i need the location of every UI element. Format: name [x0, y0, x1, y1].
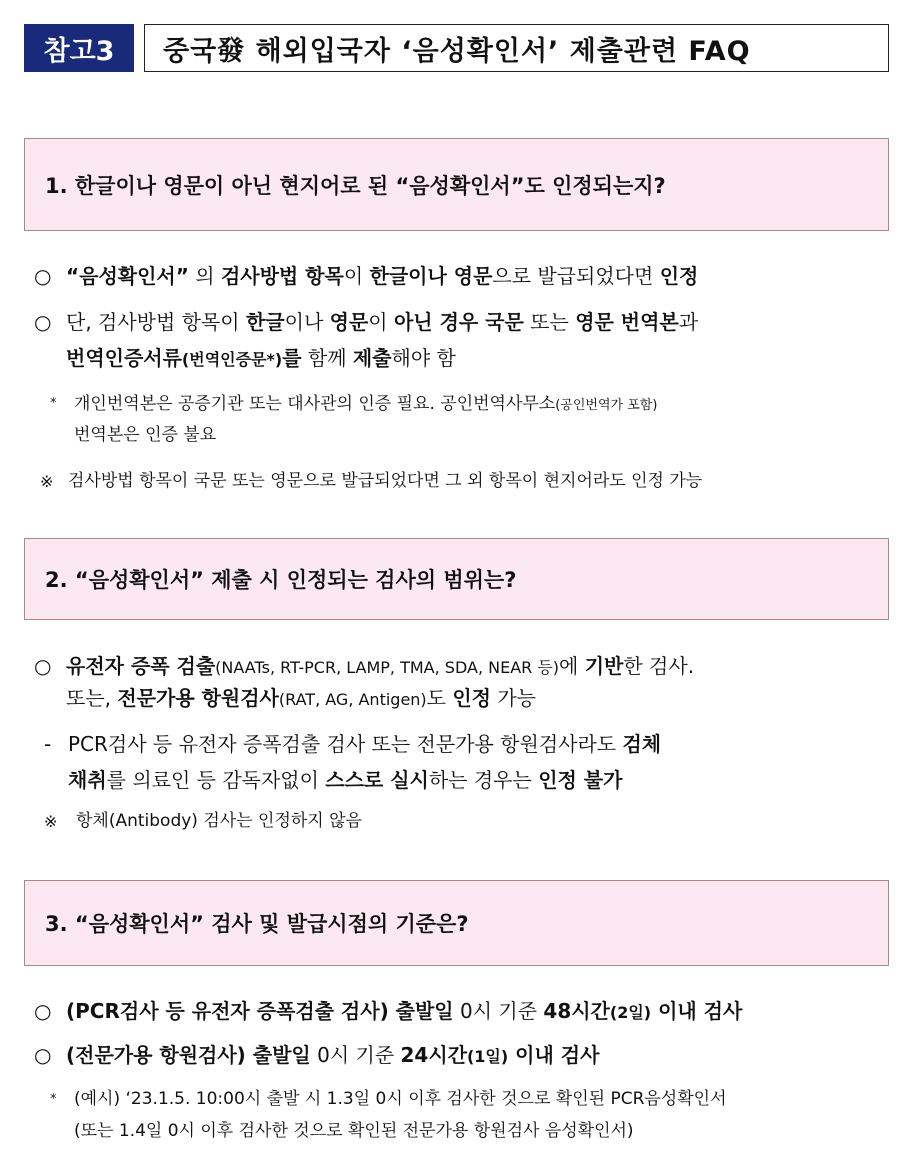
page-header [24, 24, 889, 72]
question-1-box: 1. 한글이나 영문이 아닌 현지어로 된 “음성확인서”도 인정되는지? [24, 138, 889, 231]
q3-bullet-2: ○ (전문가용 항원검사) 출발일 0시 기준 24시간(1일) 이내 검사 [34, 1037, 895, 1075]
q3-bullet-1: ○ (PCR검사 등 유전자 증폭검출 검사) 출발일 0시 기준 48시간(2일) 이내 검사 [34, 993, 895, 1031]
question-2-box: 2. “음성확인서” 제출 시 인정되는 검사의 범위는? [24, 538, 889, 620]
q1-note-2: ※ 검사방법 항목이 국문 또는 영문으로 발급되었다면 그 외 항목이 현지어라도 인정 가능 [40, 471, 703, 491]
q3-note-1-cont: (또는 1.4일 0시 이후 검사한 것으로 확인된 전문가용 항원검사 음성확인서) [74, 1121, 634, 1141]
q2-bullet-1-cont: 또는, 전문가용 항원검사(RAT, AG, Antigen)도 인정 가능 [66, 686, 536, 710]
q3-note-1: * (예시) ‘23.1.5. 10:00시 출발 시 1.3일 0시 이후 검사한 것으로 확인된 PCR음성확인서 [50, 1089, 727, 1109]
q2-bullet-2: - PCR검사 등 유전자 증폭검출 검사 또는 전문가용 항원검사라도 검체 [44, 732, 662, 756]
q1-note-1: * 개인번역본은 공증기관 또는 대사관의 인증 필요. 공인번역사무소(공인번역가 포함) [50, 394, 658, 414]
circle-bullet: ○ [34, 264, 52, 288]
q1-note-1-cont: 번역본은 인증 불요 [74, 425, 217, 445]
circle-bullet: ○ [34, 310, 52, 334]
circle-bullet: ○ [34, 999, 52, 1023]
q1-bullet-2: ○ 단, 검사방법 항목이 한글이나 영문이 아닌 경우 국문 또는 영문 번역본과 [34, 304, 895, 340]
q2-bullet-2-cont: 채취를 의료인 등 감독자없이 스스로 실시하는 경우는 인정 불가 [68, 768, 623, 792]
question-3-box: 3. “음성확인서” 검사 및 발급시점의 기준은? [24, 880, 889, 966]
circle-bullet: ○ [34, 654, 52, 678]
q1-bullet-2-cont: 번역인증서류(번역인증문*)를 함께 제출해야 함 [66, 346, 456, 370]
q2-bullet-1: ○ 유전자 증폭 검출(NAATs, RT-PCR, LAMP, TMA, SDA, NEAR 등)에 기반한 검사. [34, 648, 895, 686]
q2-note-1: ※ 항체(Antibody) 검사는 인정하지 않음 [44, 811, 362, 831]
reference-tag: 참고3 [24, 24, 134, 72]
circle-bullet: ○ [34, 1043, 52, 1067]
page-title: 중국發 해외입국자 ‘음성확인서’ 제출관련 FAQ [144, 24, 889, 72]
q1-bullet-1: ○ “음성확인서” 의 검사방법 항목이 한글이나 영문으로 발급되었다면 인정 [34, 258, 895, 294]
